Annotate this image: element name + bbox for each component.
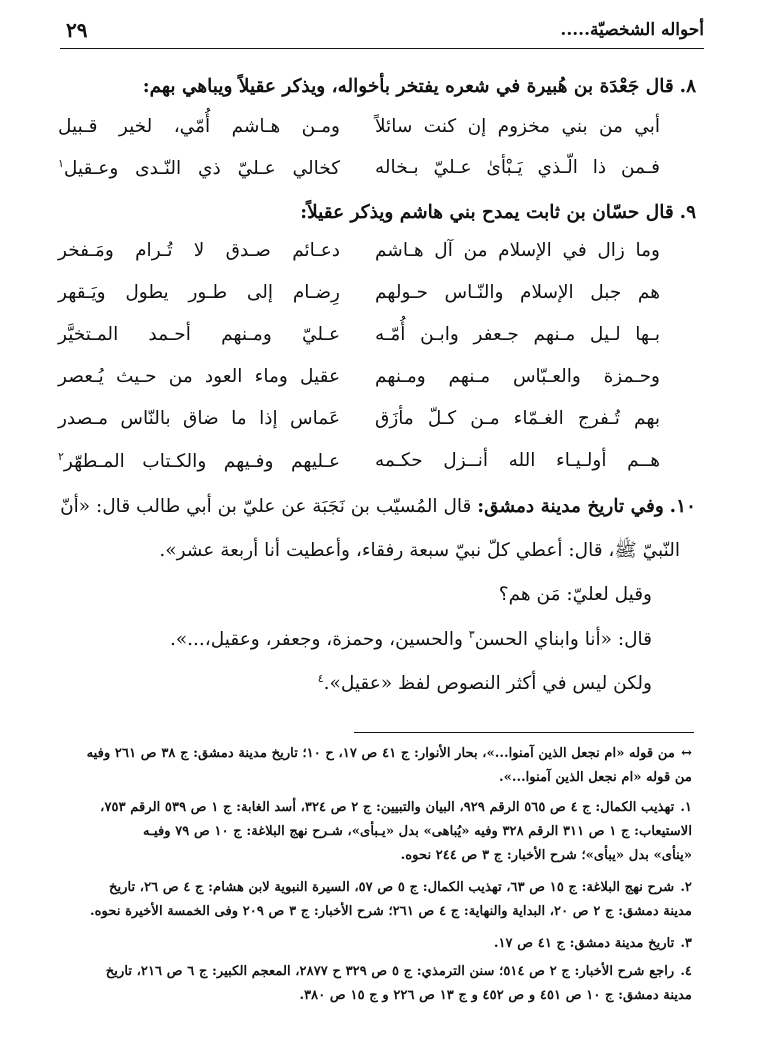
item-text: قال المُسيّب بن نَجَبَة عن عليّ بن أبي طالب قال: «أنّ bbox=[60, 496, 472, 517]
footnote-ref[interactable]: ١ bbox=[58, 157, 64, 170]
verse-line bbox=[58, 282, 660, 322]
note-line bbox=[56, 672, 652, 694]
footnote-line: مدينة دمشق: ج ٢ ص ٢٠، البداية والنهاية: ج ٤ ص ٢٦١؛ شرح الأخبار: ج ٣ ص ٢٠٩ وفى الخمسة الأخيرة نحوه. bbox=[90, 904, 692, 919]
item-8-lead bbox=[56, 72, 696, 102]
footnote-marker: ↔ bbox=[680, 746, 692, 761]
footnote bbox=[56, 742, 692, 790]
verse-second-hemistich bbox=[58, 157, 340, 179]
verse-first-hemistich: هم جبل الإسلام والنّـاس حـولهم bbox=[375, 282, 660, 303]
footnote-line: من قوله «ام نجعل الذين آمنوا...»، بحار الأنوار: ج ٤١ ص ١٧، ح ١٠؛ تاريخ مدينة دمشق: ج ٣٨ ص ٢٦١ وفيه bbox=[86, 746, 675, 761]
verse-second-hemistich: عـليّ ومـنهم أحـمد المـتخيَّر bbox=[58, 324, 340, 345]
verse-second-hemistich: ومـن هـاشم أُمّي، لخير قـبيل bbox=[58, 116, 340, 137]
footnote-marker: ١. bbox=[680, 800, 692, 815]
verse-first-hemistich: هــم أولـيـاء الله أنــزل حكـمه bbox=[375, 450, 660, 471]
verse-line bbox=[58, 116, 660, 156]
verse-second-hemistich: عَماس إذا ما ضاق بالنّاس مـصدر bbox=[58, 408, 340, 429]
verse-first-hemistich: أبي من بني مخزوم إن كنت سائلاً bbox=[375, 116, 660, 137]
source-title: وفي تاريخ مدينة دمشق: bbox=[477, 496, 664, 517]
footnote-line: تاريخ مدينة دمشق: ج ٤١ ص ١٧. bbox=[493, 936, 675, 951]
item-number: ٨. bbox=[679, 76, 696, 97]
verse-first-hemistich: وما زال في الإسلام من آل هـاشم bbox=[375, 240, 660, 261]
verse-first-hemistich: فـمن ذا الّـذي يَـبْأىٰ عـليّ بـخاله bbox=[375, 157, 660, 178]
item-10-line-1 bbox=[56, 496, 696, 517]
page-number: ٢٩ bbox=[66, 18, 88, 42]
page-header bbox=[60, 18, 704, 49]
verse-first-hemistich: بهم تُـفرج الغـمّاء مـن كـلّ مأزَق bbox=[375, 408, 660, 429]
verse-text: كخالي عـليّ ذي النّـدى وعـقيل bbox=[63, 158, 340, 180]
footnote-line: من قوله «ام نجعل الذين آمنوا...». bbox=[499, 770, 692, 785]
verse-line bbox=[58, 366, 660, 406]
footnote-divider bbox=[354, 732, 694, 733]
footnote-line: شرح نهج البلاغة: ج ١٥ ص ٦٣، تهذيب الكمال: ج ٥ ص ٥٧، السيرة النبوية لابن هشام: ج ٤ ص ٢٦، تاريخ bbox=[108, 880, 675, 895]
verse-line bbox=[58, 157, 660, 197]
item-text: قال جَعْدَة بن هُبيرة في شعره يفتخر بأخواله، ويذكر عقيلاً ويباهي بهم: bbox=[142, 76, 674, 97]
verse-line bbox=[58, 240, 660, 280]
footnote bbox=[56, 796, 692, 868]
footnote-ref[interactable]: ٤ bbox=[317, 672, 324, 685]
footnote-marker: ٣. bbox=[680, 936, 692, 951]
footnote-line: الاستيعاب: ج ١ ص ٣١١ الرقم ٣٢٨ وفيه «يُباهى» بدل «يـبأى»، شـرح نهج البلاغة: ج ١٠ ص ٧٩ وفيـه bbox=[143, 824, 692, 839]
verse-line bbox=[58, 450, 660, 490]
verse-second-hemistich: دعـائم صـدق لا تُـرام ومَـفخر bbox=[58, 240, 340, 261]
verse-text: عـليهم وفـيهم والكـتاب المـطهّر bbox=[63, 451, 340, 473]
verse-first-hemistich: وحـمزة والعـبّاس مـنهم ومـنهم bbox=[375, 366, 660, 387]
footnote-line: راجع شرح الأخبار: ج ٢ ص ٥١٤؛ سنن الترمذي: ج ٥ ص ٣٢٩ ح ٢٨٧٧، المعجم الكبير: ج ٦ ص ٢١٦، تاريخ bbox=[105, 964, 675, 979]
verse-first-hemistich: بـها لـيل مـنهم جـعفر وابـن أُمّـه bbox=[375, 324, 660, 345]
footnote-marker: ٤. bbox=[680, 964, 692, 979]
running-title: أحواله الشخصيّة..... bbox=[560, 20, 704, 40]
footnote-line: مدينة دمشق: ج ١٠ ص ٤٥١ و ص ٤٥٢ و ج ١٣ ص ٢٢٦ و ج ١٥ ص ٣٨٠. bbox=[299, 988, 692, 1003]
item-number: ٩. bbox=[679, 202, 696, 223]
item-10-line-2: النّبيّ ﷺ، قال: أعطي كلّ نبيّ سبعة رفقاء، وأعطيت أنا أربعة عشر». bbox=[159, 540, 680, 561]
footnote-marker: ٢. bbox=[680, 880, 692, 895]
verse-second-hemistich bbox=[58, 450, 340, 472]
note-text: ولكن ليس في أكثر النصوص لفظ «عقيل». bbox=[323, 673, 652, 695]
footnote-line: تهذيب الكمال: ج ٤ ص ٥٦٥ الرقم ٩٢٩، البيان والتبيين: ج ٢ ص ٣٢٤، أسد الغابة: ج ١ ص ٥٣٩ الرقم ٧٥٣، bbox=[100, 800, 675, 815]
item-text: قال حسّان بن ثابت يمدح بني هاشم ويذكر عقيلاً: bbox=[300, 202, 674, 223]
footnote bbox=[56, 960, 692, 1008]
verse-line bbox=[58, 408, 660, 448]
answer-end: والحسين، وحمزة، وجعفر، وعقيل،...». bbox=[169, 629, 463, 651]
item-9-lead bbox=[56, 198, 696, 228]
footnote bbox=[56, 876, 692, 924]
answer-start: قال: «أنا وابناي الحسن bbox=[474, 629, 652, 651]
question-line: وقيل لعليّ: مَن هم؟ bbox=[498, 584, 652, 605]
footnote-line: «ينأى» بدل «يبأى»؛ شرح الأخبار: ج ٣ ص ٢٤٤ نحوه. bbox=[400, 848, 692, 863]
item-number: ١٠. bbox=[669, 496, 696, 517]
verse-second-hemistich: عقيل وماء العود من حـيث يُـعصر bbox=[58, 366, 340, 387]
verse-line bbox=[58, 324, 660, 364]
answer-line bbox=[56, 628, 652, 650]
footnote bbox=[56, 932, 692, 956]
footnote-ref[interactable]: ٣ bbox=[468, 628, 475, 641]
verse-second-hemistich: رِضـام إلى طـور يطول ويَـقهر bbox=[58, 282, 340, 303]
footnote-ref[interactable]: ٢ bbox=[58, 450, 64, 463]
